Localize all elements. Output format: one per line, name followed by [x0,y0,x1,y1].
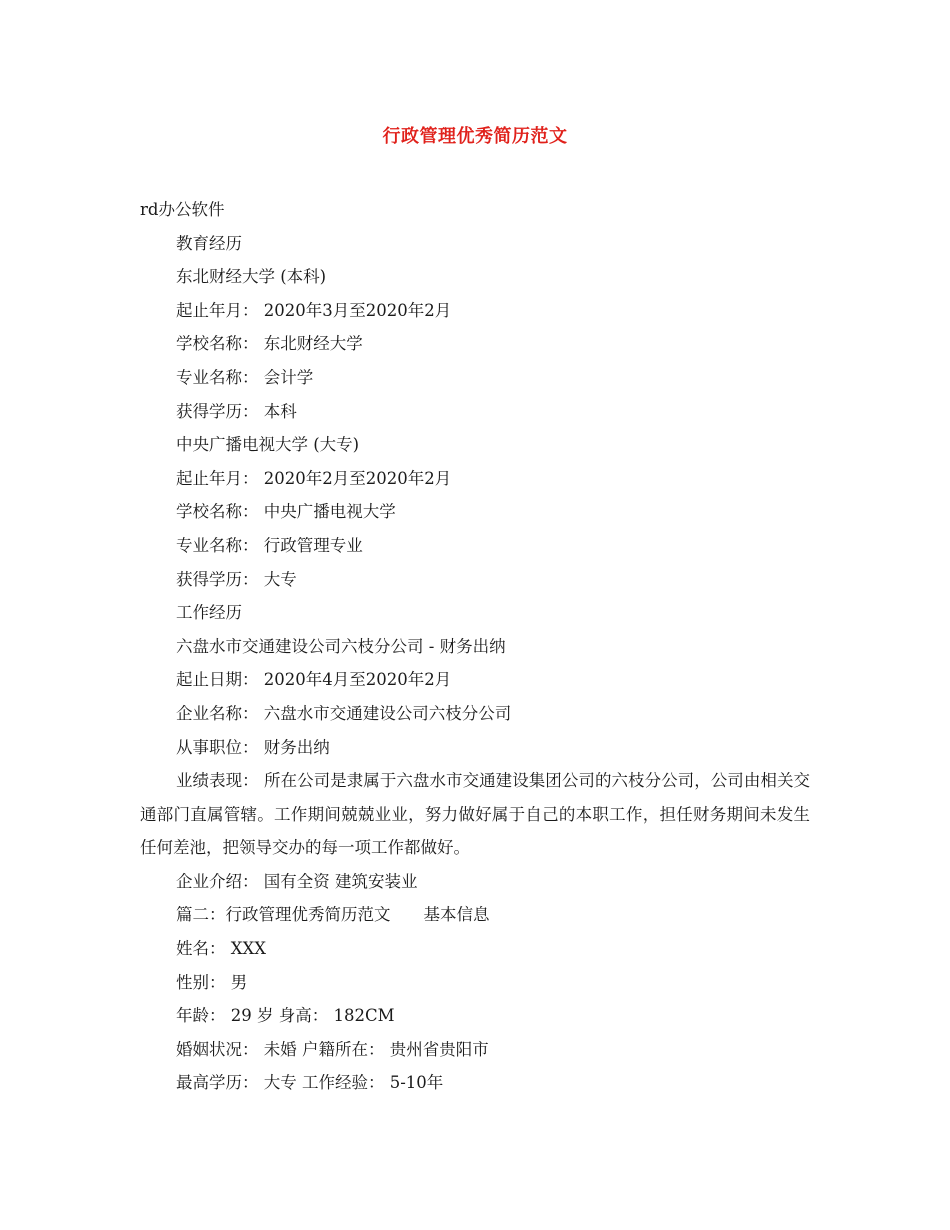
text-line: 获得学历： 大专 [176,569,297,589]
performance-paragraph: 业绩表现： 所在公司是隶属于六盘水市交通建设集团公司的六枝分公司，公司由相关交通部门直属管辖。工作期间兢兢业业，努力做好属于自己的本职工作，担任财务期间未发生任何差池，把领导交办的每一项工作都做好。 [140,771,810,858]
section-heading-work: 工作经历 [176,603,242,623]
text-line: 婚姻状况： 未婚 户籍所在： 贵州省贵阳市 [176,1039,489,1059]
text-line: 中央广播电视大学 (大专) [176,435,360,455]
document-body [140,193,810,1100]
text-line: 专业名称： 会计学 [176,367,314,387]
document-title: 行政管理优秀简历范文 [382,126,568,147]
text-line: 学校名称： 中央广播电视大学 [176,502,396,522]
text-line: 专业名称： 行政管理专业 [176,535,363,555]
text-line: 年龄： 29 岁 身高： 182CM [176,1006,395,1026]
text-line: 性别： 男 [176,972,248,992]
text-line: 从事职位： 财务出纳 [176,737,330,757]
section-heading-education: 教育经历 [176,233,242,253]
text-line: 企业名称： 六盘水市交通建设公司六枝分公司 [176,703,512,723]
text-line: 六盘水市交通建设公司六枝分公司 - 财务出纳 [176,636,506,656]
text-line: 东北财经大学 (本科) [176,267,327,287]
text-line: 获得学历： 本科 [176,401,297,421]
text-line: 姓名： XXX [176,939,266,959]
text-line: 起止年月： 2020年2月至2020年2月 [176,468,452,488]
section-heading-basic-info: 篇二：行政管理优秀简历范文 基本信息 [176,905,490,925]
text-line: 起止日期： 2020年4月至2020年2月 [176,670,452,690]
text-line: 企业介绍： 国有全资 建筑安装业 [176,871,418,891]
text-line: 最高学历： 大专 工作经验： 5-10年 [176,1073,444,1093]
text-line: rd办公软件 [140,200,225,219]
text-line: 学校名称： 东北财经大学 [176,334,363,354]
text-line: 起止年月： 2020年3月至2020年2月 [176,300,452,320]
